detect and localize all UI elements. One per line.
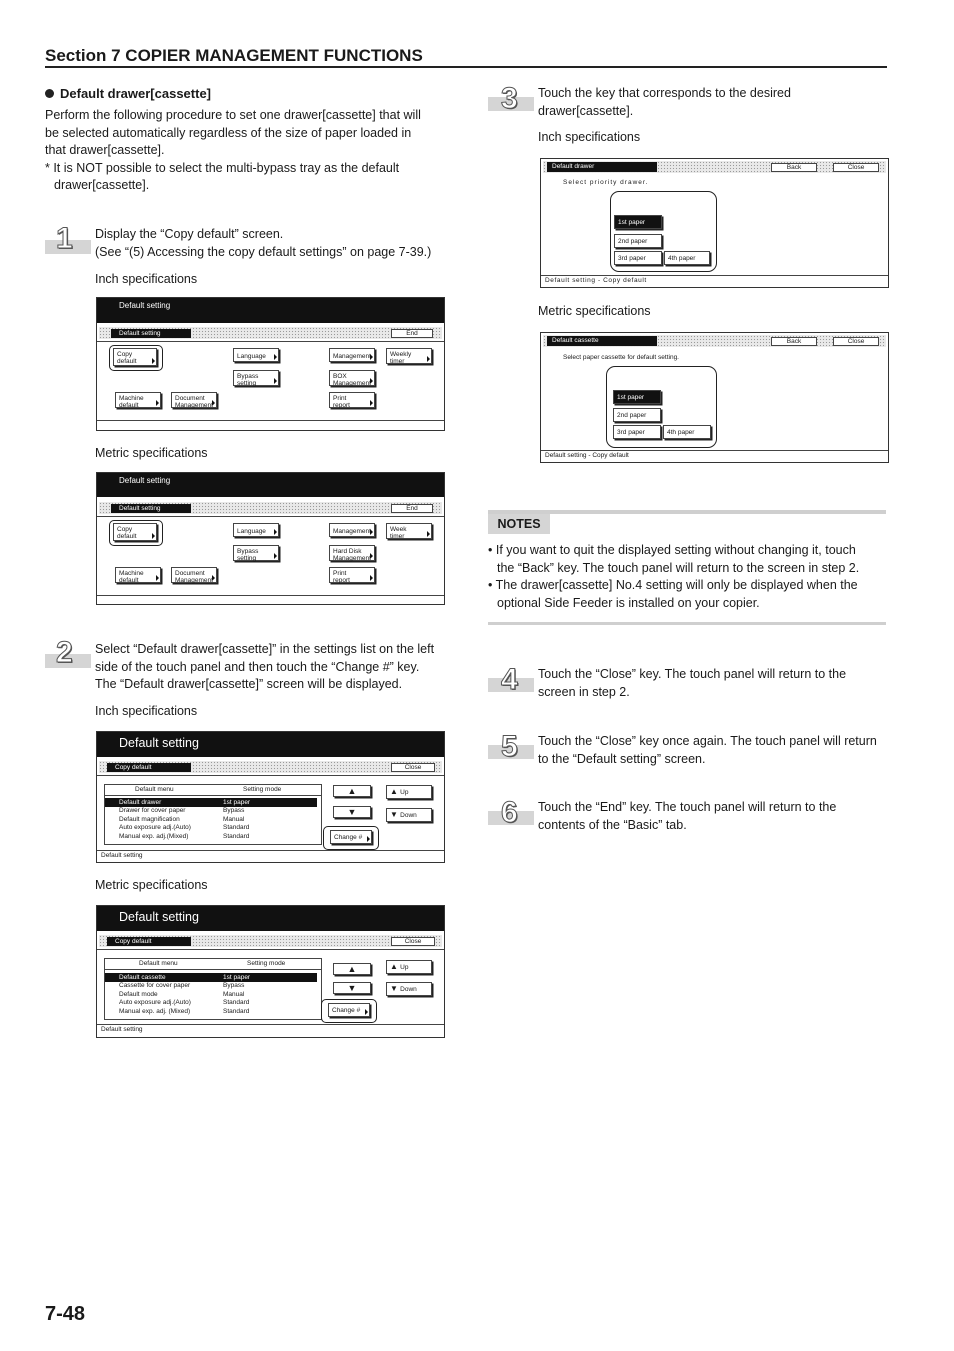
settings-list: Default menu Setting mode Default drawer 1st paper Drawer for cover paper Bypass Default magnification Manual Auto exposure adj.(Auto) Standard Manual exp. adj.(Mixed) Standard (104, 784, 322, 845)
settings-list: Default menu Setting mode Default cassette 1st paper Cassette for cover paper Bypass Default mode Manual Auto exposure adj.(Auto) Standard Manual exp. adj. (Mixed) Standard (104, 958, 322, 1020)
outer-title-bar: Default setting (97, 732, 444, 757)
intro-heading: Default drawer[cassette] (45, 86, 211, 101)
scroll-up-arrow-icon[interactable]: ▲ (333, 785, 371, 797)
metric-spec-label-1: Metric specifications (95, 446, 208, 460)
step-4-text: Touch the “Close” key. The touch panel will return to the screen in step 2. (538, 667, 847, 699)
back-button[interactable]: Back (771, 337, 817, 346)
outer-title-bar: Default setting (97, 473, 444, 497)
step-4-number: 4 (501, 663, 518, 696)
inch-spec-label-2: Inch specifications (95, 704, 198, 718)
outer-title-bar: Default setting (97, 906, 444, 931)
note-item: • The drawer[cassette] No.4 setting will only be displayed when the (488, 578, 858, 592)
language-button[interactable]: Language (233, 523, 279, 537)
copy-default-button[interactable]: Copy default (113, 348, 157, 366)
inch-spec-label: Inch specifications (95, 272, 198, 286)
down-button[interactable]: ▼ Down (386, 808, 432, 822)
box-management-button[interactable]: BOX Management (329, 370, 375, 386)
header-rule (45, 66, 887, 68)
copy-default-panel-inch (96, 731, 445, 863)
list-item[interactable]: Default mode Manual (119, 991, 245, 998)
list-item[interactable]: Manual exp. adj.(Mixed) Standard (119, 833, 250, 840)
panel-footer: Default setting (101, 852, 143, 859)
list-item[interactable]: Auto exposure adj.(Auto) Standard (119, 824, 250, 831)
up-button[interactable]: ▲ Up (386, 960, 432, 974)
step-1-number: 1 (56, 222, 73, 255)
notes-label: NOTES (488, 514, 550, 534)
paper-4-button[interactable]: 4th paper (663, 425, 711, 439)
inner-title-bar: Copy default Close (99, 761, 442, 773)
paper-1-button[interactable]: 1st paper (613, 390, 661, 404)
paper-4-button[interactable]: 4th paper (664, 251, 710, 265)
note-item: • If you want to quit the displayed setting without changing it, touch (488, 543, 856, 557)
document-management-button[interactable]: Document Management (171, 567, 217, 583)
step-2-text: Select “Default drawer[cassette]” in the settings list on the left side of the touch panel and then touch the “Change #” key. The “Default drawer[cassette]” screen will be displayed. (95, 642, 435, 691)
panel-footer: Default setting - Copy default (545, 277, 647, 284)
list-item[interactable]: Default drawer 1st paper (105, 798, 317, 807)
scroll-down-arrow-icon[interactable]: ▼ (333, 806, 371, 818)
intro-text: Perform the following procedure to set one drawer[cassette] that will be selected automatically regardless of the size of paper loaded in that drawer[cassette]. * It is NOT possible to select the multi-bypass tray as the default drawer[cassette]. (45, 108, 421, 192)
bypass-setting-button[interactable]: Bypass setting (233, 545, 279, 561)
scroll-up-arrow-icon[interactable]: ▲ (333, 963, 371, 975)
paper-2-button[interactable]: 2nd paper (614, 234, 662, 248)
list-item[interactable]: Drawer for cover paper Bypass (119, 807, 245, 814)
paper-3-button[interactable]: 3rd paper (613, 425, 661, 439)
change-button[interactable]: Change # (328, 1003, 370, 1017)
notes-bottom-rule (488, 622, 886, 625)
change-button[interactable]: Change # (330, 830, 372, 844)
title-bar: Default cassette Back Close (543, 335, 886, 347)
metric-spec-label-2: Metric specifications (95, 878, 208, 892)
inner-title-bar: Copy default Close (99, 935, 442, 947)
down-button[interactable]: ▼ Down (386, 982, 432, 996)
inch-spec-label-3: Inch specifications (538, 130, 641, 144)
list-item[interactable]: Manual exp. adj. (Mixed) Standard (119, 1008, 250, 1015)
management-button[interactable]: Management (329, 348, 375, 362)
end-button[interactable]: End (391, 504, 433, 513)
document-management-button[interactable]: Document Management (171, 392, 217, 408)
section-title: Section 7 COPIER MANAGEMENT FUNCTIONS (45, 46, 423, 65)
step-6-text: Touch the “End” key. The touch panel will return to the contents of the “Basic” tab. (538, 800, 837, 832)
prompt-text: Select paper cassette for default setting. (563, 354, 679, 361)
management-button[interactable]: Management (329, 523, 375, 537)
prompt-text: Select priority drawer. (563, 179, 649, 186)
close-button[interactable]: Close (833, 163, 879, 172)
default-setting-panel-metric (96, 472, 445, 605)
step-5-number: 5 (501, 730, 518, 763)
weekly-timer-button[interactable]: Weekly timer (386, 348, 432, 364)
default-drawer-panel (540, 158, 889, 288)
default-setting-panel-inch (96, 297, 445, 431)
back-button[interactable]: Back (771, 163, 817, 172)
hard-disk-management-button[interactable]: Hard Disk Management (329, 545, 375, 561)
list-item[interactable]: Cassette for cover paper Bypass (119, 982, 245, 989)
step-5-text: Touch the “Close” key once again. The touch panel will return to the “Default setting” screen. (538, 734, 877, 766)
machine-default-button[interactable]: Machine default (115, 392, 161, 408)
metric-spec-label-3: Metric specifications (538, 304, 651, 318)
print-report-button[interactable]: Print report (329, 392, 375, 408)
language-button[interactable]: Language (233, 348, 279, 362)
close-button[interactable]: Close (391, 763, 435, 772)
panel-footer: Default setting - Copy default (545, 452, 629, 459)
list-item[interactable]: Default cassette 1st paper (105, 973, 317, 982)
machine-default-button[interactable]: Machine default (115, 567, 161, 583)
title-bar: Default drawer Back Close (543, 161, 886, 173)
copy-default-panel-metric (96, 905, 445, 1038)
bullet-icon (45, 89, 54, 98)
list-item[interactable]: Auto exposure adj.(Auto) Standard (119, 999, 250, 1006)
paper-2-button[interactable]: 2nd paper (613, 408, 661, 422)
default-cassette-panel (540, 332, 889, 463)
scroll-down-arrow-icon[interactable]: ▼ (333, 982, 371, 994)
up-button[interactable]: ▲ Up (386, 785, 432, 799)
page-number: 7-48 (45, 1303, 86, 1325)
close-button[interactable]: Close (391, 937, 435, 946)
list-item[interactable]: Default magnification Manual (119, 816, 245, 823)
step-3-text: Touch the key that corresponds to the desired drawer[cassette]. (538, 86, 791, 118)
end-button[interactable]: End (391, 329, 433, 338)
step-1-text: Display the “Copy default” screen. (See “(5) Accessing the copy default settings” on page 7-39.) (95, 227, 432, 259)
step-3-number: 3 (501, 82, 518, 115)
bypass-setting-button[interactable]: Bypass setting (233, 370, 279, 386)
close-button[interactable]: Close (833, 337, 879, 346)
step-6-number: 6 (501, 796, 518, 829)
inner-title-bar: Default setting End (99, 502, 442, 514)
week-timer-button[interactable]: Week timer (386, 523, 432, 539)
print-report-button[interactable]: Print report (329, 567, 375, 583)
notes-list: • If you want to quit the displayed setting without changing it, touch the “Back” key. The touch panel will return to the screen in step 2. • The drawer[cassette] No.4 setting will only be displayed when the optional Side Feeder is installed on your copier. (488, 542, 888, 612)
outer-title-bar: Default setting (97, 298, 444, 323)
step-2-number: 2 (56, 636, 73, 669)
copy-default-button[interactable]: Copy default (113, 523, 157, 541)
paper-3-button[interactable]: 3rd paper (614, 251, 662, 265)
panel-footer: Default setting (101, 1026, 143, 1033)
paper-1-button[interactable]: 1st paper (614, 215, 662, 229)
inner-title-bar: Default setting End (99, 327, 442, 339)
